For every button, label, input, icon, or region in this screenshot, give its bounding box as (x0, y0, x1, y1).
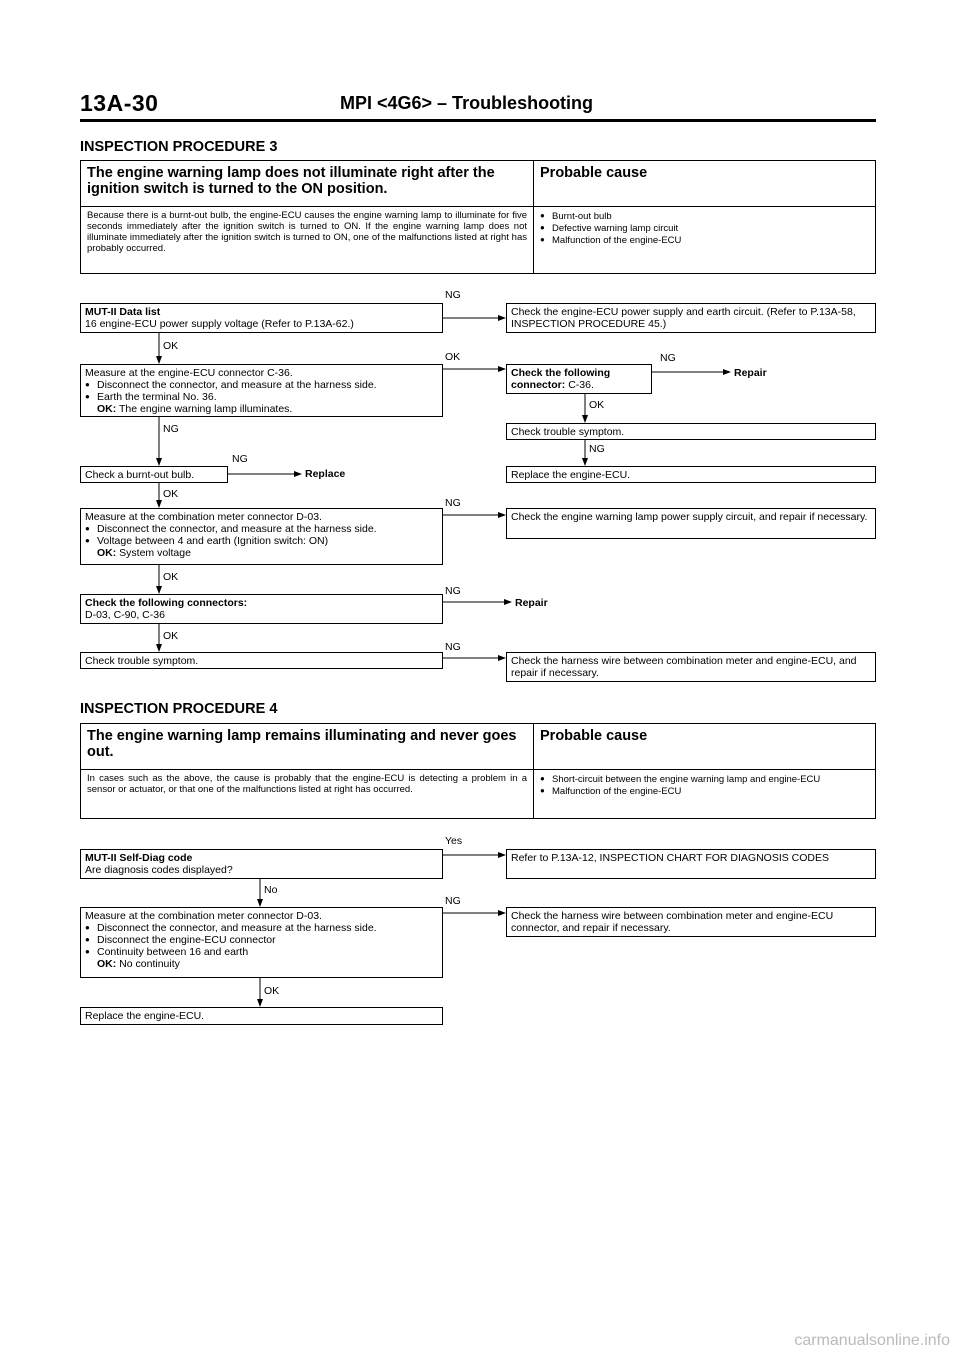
proc4-heading: INSPECTION PROCEDURE 4 (80, 701, 278, 717)
proc3-heading: INSPECTION PROCEDURE 3 (80, 139, 278, 155)
step-text: Measure at the combination meter connector D-03. (85, 511, 322, 523)
proc4-cause-heading: Probable cause (534, 724, 875, 770)
step-text: Are diagnosis codes displayed? (85, 864, 233, 876)
proc3-cause-heading: Probable cause (534, 161, 875, 207)
flow-label-ng: NG (445, 895, 461, 907)
p3-result-replace-ecu: Replace the engine-ECU. (506, 466, 876, 483)
step-text: C-36. (568, 379, 594, 391)
flow-label-ng: NG (660, 352, 676, 364)
flow-label-ng: NG (445, 585, 461, 597)
p4-step-replace-ecu: Replace the engine-ECU. (80, 1007, 443, 1025)
flow-label-ng: NG (163, 423, 179, 435)
step-text: Measure at the engine-ECU connector C-36. (85, 367, 293, 379)
page-title: MPI <4G6> – Troubleshooting (340, 93, 594, 113)
flow-label-ng: NG (445, 497, 461, 509)
step-ok: OK: System voltage (97, 547, 191, 559)
flow-label-ok: OK (163, 630, 179, 642)
step-bullet: ● Disconnect the connector, and measure at the harness side. (85, 523, 438, 535)
proc3-symptom: The engine warning lamp does not illuminate right after the ignition switch is turned to the ON position. (81, 161, 534, 207)
p3-replace: Replace (305, 468, 346, 480)
p4-result-diag-chart: Refer to P.13A-12, INSPECTION CHART FOR DIAGNOSIS CODES (506, 849, 876, 879)
p3-step-check-symptom: Check trouble symptom. (80, 652, 443, 669)
step-bullet: ● Earth the terminal No. 36. (85, 391, 438, 403)
flow-label-yes: Yes (445, 835, 463, 847)
p3-step-burnt-bulb: Check a burnt-out bulb. (80, 466, 228, 483)
proc3-description: Because there is a burnt-out bulb, the engine-ECU causes the engine warning lamp to illuminate for five seconds immediately after the ignition switch is turned to ON. If the engine warning lamp does not illuminate immediately after the ignition switch is turned to ON, one of the malfunctions listed at right has probably occurred. (81, 207, 534, 273)
cause-item: ● Defective warning lamp circuit (540, 222, 869, 234)
step-title: Check the following connector: (511, 367, 611, 391)
proc4-description: In cases such as the above, the cause is probably that the engine-ECU is detecting a problem in a sensor or actuator, or that one of the malfunctions listed at right has occurred. (81, 770, 534, 818)
page-number: 13A-30 (80, 90, 159, 116)
p3-result-power-supply: Check the engine-ECU power supply and earth circuit. (Refer to P.13A-58, INSPECTION PROCEDURE 45.) (506, 303, 876, 333)
flow-label-ng: NG (232, 453, 248, 465)
step-bullet: ● Disconnect the connector, and measure at the harness side. (85, 922, 438, 934)
cause-item: ● Short-circuit between the engine warning lamp and engine-ECU (540, 773, 869, 785)
flow-label-ok: OK (589, 399, 605, 411)
p4-result-harness: Check the harness wire between combination meter and engine-ECU connector, and repair if necessary. (506, 907, 876, 937)
flow-label-ok: OK (163, 340, 179, 352)
p3-repair-2: Repair (515, 597, 548, 609)
step-ok: OK: No continuity (97, 958, 180, 970)
step-bullet: ● Disconnect the engine-ECU connector (85, 934, 438, 946)
step-text: Measure at the combination meter connector D-03. (85, 910, 322, 922)
cause-item: ● Burnt-out bulb (540, 210, 869, 222)
step-bullet: ● Continuity between 16 and earth (85, 946, 438, 958)
step-title: Check the following connectors: (85, 597, 248, 609)
flow-label-ng: NG (445, 289, 461, 301)
flow-label-ng: NG (589, 443, 605, 455)
watermark: carmanualsonline.info (794, 1332, 950, 1349)
flow-label-ng: NG (445, 641, 461, 653)
flow-label-ok: OK (163, 571, 179, 583)
flow-label-ok: OK (264, 985, 280, 997)
cause-item: ● Malfunction of the engine-ECU (540, 234, 869, 246)
step-text: D-03, C-90, C-36 (85, 609, 165, 621)
p3-result-lamp-circuit: Check the engine warning lamp power supply circuit, and repair if necessary. (506, 508, 876, 539)
step-text: 16 engine-ECU power supply voltage (Refer to P.13A-62.) (85, 318, 354, 330)
flow-label-ok: OK (163, 488, 179, 500)
step-title: MUT-II Data list (85, 306, 161, 318)
p3-result-check-symptom: Check trouble symptom. (506, 423, 876, 440)
step-bullet: ● Voltage between 4 and earth (Ignition switch: ON) (85, 535, 438, 547)
p3-repair-1: Repair (734, 367, 767, 379)
flow-label-ok: OK (445, 351, 461, 363)
step-ok: OK: The engine warning lamp illuminates. (97, 403, 293, 415)
p3-result-harness: Check the harness wire between combination meter and engine-ECU, and repair if necessary. (506, 652, 876, 682)
proc4-symptom: The engine warning lamp remains illuminating and never goes out. (81, 724, 534, 770)
flow-label-no: No (264, 884, 278, 896)
step-title: MUT-II Self-Diag code (85, 852, 193, 864)
cause-item: ● Malfunction of the engine-ECU (540, 785, 869, 797)
step-bullet: ● Disconnect the connector, and measure at the harness side. (85, 379, 438, 391)
